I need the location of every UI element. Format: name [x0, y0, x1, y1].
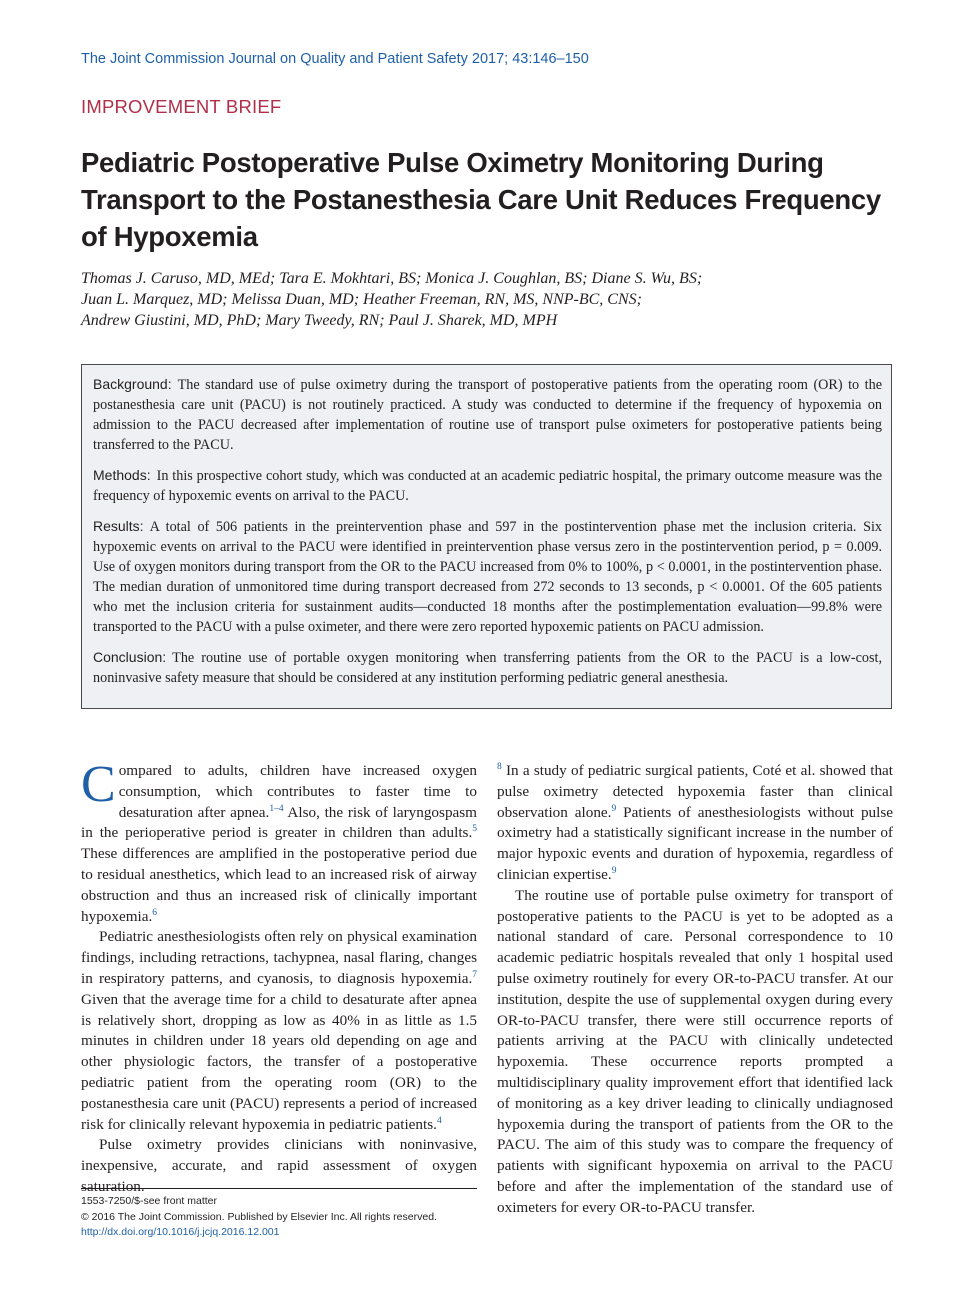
footnote-divider	[81, 1188, 477, 1189]
author-line: Andrew Giustini, MD, PhD; Mary Tweedy, RN; Paul J. Sharek, MD, MPH	[81, 312, 558, 329]
body-text: These differences are amplified in the postoperative period due to residual anesthetics, which lead to an increased risk of airway obstruction and thus an increased risk of clinically important hypoxemia.	[81, 845, 477, 925]
copyright-line: © 2016 The Joint Commission. Published by Elsevier Inc. All rights reserved.	[81, 1210, 437, 1223]
author-list	[81, 268, 901, 331]
results-text: A total of 506 patients in the preintervention phase and 597 in the postintervention phase met the inclusion criteria. Six hypoxemic events on arrival to the PACU were identified in preintervention phase versus zero in the postintervention period, p = 0.009. Use of oxygen monitors during transport from the OR to the PACU increased from 0% to 100%, p < 0.0001, in the postintervention phase. The median duration of unmonitored time during transport decreased from 272 seconds to 13 seconds, p < 0.0001. Of the 605 patients who met the inclusion criteria for sustainment audits—conducted 18 months after the postimplementation evaluation—99.8% were transported to the PACU with a pulse oximeter, and there were zero reported hypoxemic patients on PACU admission.	[93, 519, 882, 635]
abstract-conclusion	[93, 647, 882, 688]
results-label: Results:	[93, 518, 144, 534]
citation-link[interactable]: 1–4	[269, 803, 284, 814]
page-footer	[81, 1194, 481, 1241]
body-text: Patients of anesthesiologists without pulse oximetry had a statistically significant increase in the number of major hypoxic events and duration of hypoxemia, regardless of clinician expertise.	[497, 803, 894, 883]
body-text: ompared to adults, children have increased oxygen consumption, which contributes to faster time to desaturation after apnea.	[118, 762, 477, 821]
journal-citation[interactable]: The Joint Commission Journal on Quality and Patient Safety 2017; 43:146–150	[81, 51, 589, 67]
citation-link[interactable]: 7	[472, 969, 477, 980]
citation-link[interactable]: 6	[152, 907, 158, 918]
citation-link[interactable]: 8	[497, 761, 502, 772]
author-line: Juan L. Marquez, MD; Melissa Duan, MD; Heather Freeman, RN, MS, NNP-BC, CNS;	[81, 291, 642, 308]
article-title: Pediatric Postoperative Pulse Oximetry Monitoring During Transport to the Postanesthesia Care Unit Reduces Frequency of Hypoxemia	[81, 147, 881, 252]
background-text: The standard use of pulse oximetry during the transport of postoperative patients from the operating room (OR) to the postanesthesia care unit (PACU) is not routinely practiced. A study was conducted to determine if the frequency of hypoxemia on admission to the PACU decreased after implementation of routine use of transport pulse oximeters for postoperative patients being transferred to the PACU.	[93, 377, 882, 453]
body-column-left	[81, 756, 477, 1198]
body-paragraph: The routine use of portable pulse oximetry for transport of postoperative patients to the PACU is yet to be adopted as a national standard of care. Personal correspondence to 10 academic pediatric hospitals revealed that only 1 hospital used pulse oximetry routinely for every OR-to-PACU transfer. At our institution, despite the use of supplemental oxygen during every OR-to-PACU transfer, there were still occurrence reports of patients arriving at the PACU with clinically undetected hypoxemia. These occurrence reports prompted a multidisciplinary quality improvement effort that identified lack of monitoring as a key driver leading to clinically undiagnosed hypoxemia during the transport of patients from the OR to the PACU. The aim of this study was to compare the frequency of patients with significant hypoxemia on arrival to the PACU before and after the implementation of the standard use of oximeters for every OR-to-PACU transfer.	[497, 886, 893, 1216]
methods-label: Methods:	[93, 467, 151, 483]
body-column-right	[497, 761, 893, 1219]
citation-link[interactable]: 9	[611, 803, 617, 814]
body-text: Also, the risk of laryngospasm in the perioperative period is greater in children than adults.	[81, 803, 477, 842]
body-paragraph	[81, 927, 477, 1135]
body-text: Pediatric anesthesiologists often rely on physical examination findings, including retractions, tachypnea, nasal flaring, changes in respiratory patterns, and cyanosis, to diagnosis hypoxemia.	[81, 928, 477, 987]
conclusion-text: The routine use of portable oxygen monitoring when transferring patients from the OR to the PACU is a low-cost, noninvasive safety measure that should be considered at any institution performing pediatric general anesthesia.	[93, 650, 882, 686]
body-text: Pulse oximetry provides clinicians with noninvasive, inexpensive, accurate, and rapid assessment of oxygen saturation.	[81, 1136, 477, 1195]
drop-cap: C	[81, 756, 116, 813]
abstract-methods	[93, 465, 882, 506]
background-label: Background:	[93, 376, 172, 392]
methods-text: In this prospective cohort study, which was conducted at an academic pediatric hospital, the primary outcome measure was the frequency of hypoxemic events on arrival to the PACU.	[93, 468, 882, 504]
body-text: Given that the average time for a child to desaturate after apnea is relatively short, dropping as low as 40% in as little as 1.5 minutes in children under 18 years old depending on age and other physiologic factors, the transfer of a postoperative pediatric patient from the operating room (OR) to the postanesthesia care unit (PACU) represents a period of increased risk for clinically relevant hypoxemia in pediatric patients.	[81, 990, 477, 1133]
issn-line: 1553-7250/$-see front matter	[81, 1195, 217, 1207]
abstract-background	[93, 374, 882, 455]
doi-link[interactable]: http://dx.doi.org/10.1016/j.jcjq.2016.12.001	[81, 1226, 280, 1238]
abstract-box	[81, 364, 892, 709]
section-label: IMPROVEMENT BRIEF	[81, 96, 282, 117]
citation-link[interactable]: 9	[611, 865, 617, 876]
body-text: In a study of pediatric surgical patients, Coté et al. showed that pulse oximetry detected hypoxemia faster than clinical observation alone.	[497, 762, 893, 821]
author-line: Thomas J. Caruso, MD, MEd; Tara E. Mokhtari, BS; Monica J. Coughlan, BS; Diane S. Wu, BS;	[81, 270, 703, 287]
body-paragraph	[81, 756, 477, 927]
abstract-results	[93, 516, 882, 637]
citation-link[interactable]: 5	[472, 824, 477, 835]
citation-link[interactable]: 4	[436, 1115, 442, 1126]
body-paragraph	[497, 761, 893, 886]
conclusion-label: Conclusion:	[93, 649, 167, 665]
